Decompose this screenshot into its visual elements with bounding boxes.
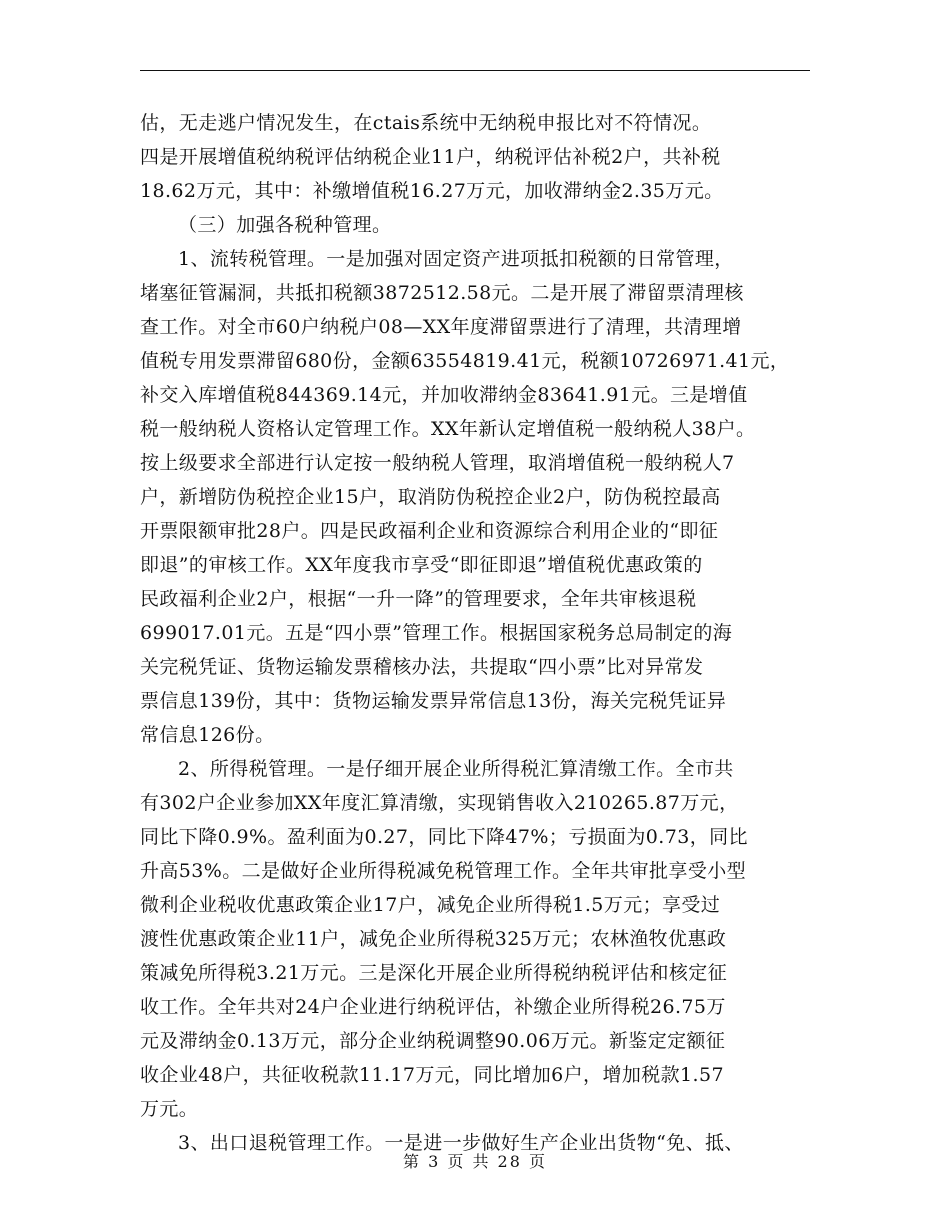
text-line-13: 开票限额审批28户。四是民政福利企业和资源综合利用企业的“即征 (140, 520, 719, 542)
paragraph-2-start: 2、所得税管理。一是仔细开展企业所得税汇算清缴工作。全市共 (178, 758, 734, 780)
text-line-3: 18.62万元，其中：补缴增值税16.27万元，加收滞纳金2.35万元。 (140, 180, 724, 202)
text-line-25: 渡性优惠政策企业11户，减免企业所得税325万元；农林渔牧优惠政 (140, 928, 727, 950)
text-line-28: 元及滞纳金0.13万元，部分企业纳税调整90.06万元。新鉴定定额征 (140, 1030, 726, 1052)
body-text (140, 106, 820, 1160)
text-line-30: 万元。 (140, 1098, 199, 1120)
text-line-19: 常信息126份。 (140, 724, 275, 746)
text-line-23: 升高53%。二是做好企业所得税减免税管理工作。全年共审批享受小型 (140, 860, 747, 882)
header-rule (140, 70, 810, 71)
text-line-29: 收企业48户，共征收税款11.17万元，同比增加6户，增加税款1.57 (140, 1064, 724, 1086)
text-line-21: 有302户企业参加XX年度汇算清缴，实现销售收入210265.87万元， (140, 792, 739, 814)
text-line-14: 即退”的审核工作。XX年度我市享受“即征即退”增值税优惠政策的 (140, 554, 703, 576)
text-line-7: 查工作。对全市60户纳税户08—XX年度滞留票进行了清理，共清理增 (140, 316, 742, 338)
text-line-18: 票信息139份，其中：货物运输发票异常信息13份，海关完税凭证异 (140, 690, 727, 712)
page-number-footer: 第 3 页 共 28 页 (403, 1152, 547, 1171)
text-line-6: 堵塞征管漏洞，共抵扣税额3872512.58元。二是开展了滞留票清理核 (140, 282, 744, 304)
text-line-22: 同比下降0.9%。盈利面为0.27，同比下降47%；亏损面为0.73，同比 (140, 826, 748, 848)
text-line-15: 民政福利企业2户，根据“一升一降”的管理要求，全年共审核退税 (140, 588, 697, 610)
text-line-16: 699017.01元。五是“四小票”管理工作。根据国家税务总局制定的海 (140, 622, 733, 644)
text-line-11: 按上级要求全部进行认定按一般纳税人管理，取消增值税一般纳税人7 (140, 452, 735, 474)
text-line-2: 四是开展增值税纳税评估纳税企业11户，纳税评估补税2户，共补税 (140, 146, 721, 168)
text-line-27: 收工作。全年共对24户企业进行纳税评估，补缴企业所得税26.75万 (140, 996, 726, 1018)
text-line-26: 策减免所得税3.21万元。三是深化开展企业所得税纳税评估和核定征 (140, 962, 728, 984)
text-line-9: 补交入库增值税844369.14元，并加收滞纳金83641.91元。三是增值 (140, 384, 748, 406)
paragraph-1-start: 1、流转税管理。一是加强对固定资产进项抵扣税额的日常管理， (178, 248, 734, 270)
text-line-10: 税一般纳税人资格认定管理工作。XX年新认定增值税一般纳税人38户。 (140, 418, 756, 440)
paragraph-3-start: 3、出口退税管理工作。一是进一步做好生产企业出货物“免、抵、 (178, 1132, 744, 1154)
text-line-12: 户，新增防伪税控企业15户，取消防伪税控企业2户，防伪税控最高 (140, 486, 721, 508)
text-line-1: 估，无走逃户情况发生，在ctais系统中无纳税申报比对不符情况。 (140, 112, 712, 134)
text-line-17: 关完税凭证、货物运输发票稽核办法，共提取“四小票”比对异常发 (140, 656, 704, 678)
text-line-8: 值税专用发票滞留680份，金额63554819.41元，税额10726971.41元， (140, 350, 790, 372)
text-line-24: 微利企业税收优惠政策企业17户，减免企业所得税1.5万元；享受过 (140, 894, 721, 916)
section-heading-3: （三）加强各税种管理。 (178, 214, 392, 236)
